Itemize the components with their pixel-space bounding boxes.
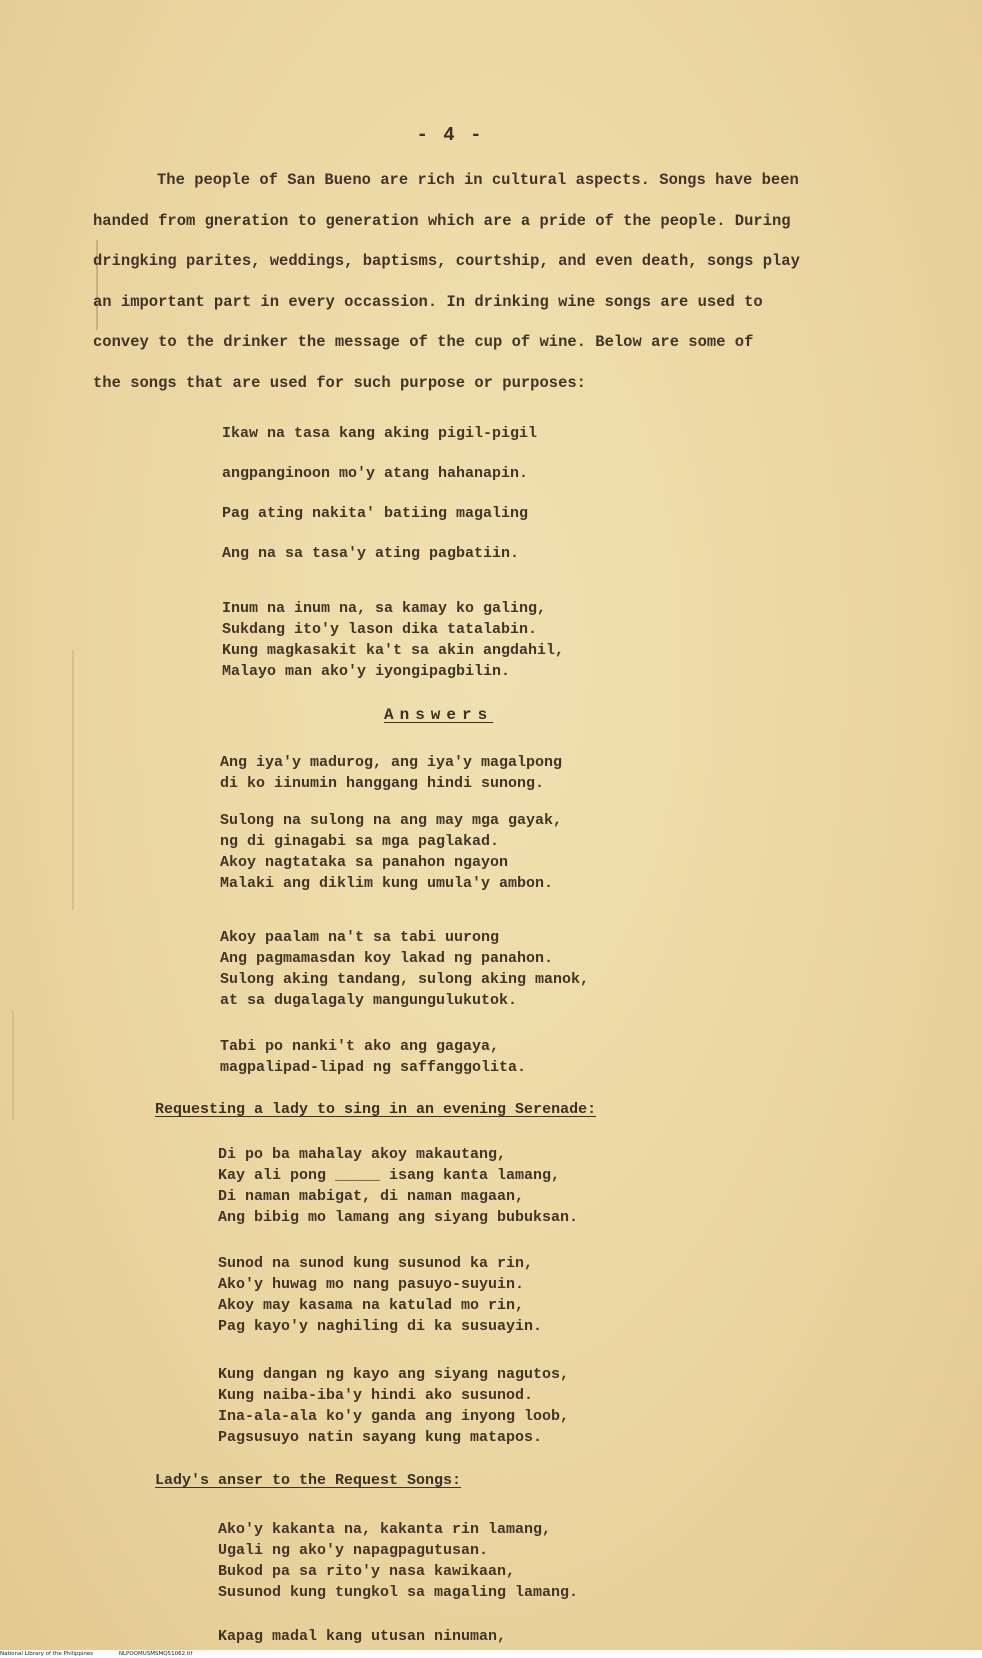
verse-line: Ina-ala-ala ko'y ganda ang inyong loob, bbox=[218, 1408, 570, 1425]
verse-line: Ang iya'y madurog, ang iya'y magalpong bbox=[220, 754, 563, 771]
answer-stanza-4 bbox=[220, 1036, 526, 1078]
verse-line: Ugali ng ako'y napagpagutusan. bbox=[218, 1542, 489, 1559]
verse-line: Tabi po nanki't ako ang gagaya, bbox=[220, 1038, 500, 1055]
verse-line: Malaki ang diklim kung umula'y ambon. bbox=[220, 875, 554, 892]
library-credit: National Library of the Philippines bbox=[0, 1651, 94, 1657]
answers-heading: Answers bbox=[384, 706, 494, 724]
verse-line: Bukod pa sa rito'y nasa kawikaan, bbox=[218, 1563, 516, 1580]
intro-line: handed from gneration to generation which are a pride of the people. During bbox=[93, 211, 791, 230]
verse-line: Sukdang ito'y lason dika tatalabin. bbox=[222, 621, 538, 638]
serenade-heading: Requesting a lady to sing in an evening Serenade: bbox=[155, 1101, 597, 1118]
verse-line: Sulong aking tandang, sulong aking manok, bbox=[220, 971, 590, 988]
answer-stanza-3 bbox=[220, 927, 589, 1011]
lady-answer-heading: Lady's anser to the Request Songs: bbox=[155, 1472, 462, 1489]
song-stanza-2 bbox=[222, 598, 564, 682]
song-stanza-1 bbox=[222, 414, 537, 574]
answer-stanza-1 bbox=[220, 752, 562, 794]
verse-line: Sunod na sunod kung susunod ka rin, bbox=[218, 1255, 534, 1272]
verse-line: Akoy nagtataka sa panahon ngayon bbox=[220, 854, 509, 871]
verse-line: Akoy paalam na't sa tabi uurong bbox=[220, 929, 500, 946]
serenade-stanza-3 bbox=[218, 1364, 569, 1448]
verse-line: Kay ali pong _____ isang kanta lamang, bbox=[218, 1167, 561, 1184]
verse-line: Pag kayo'y naghiling di ka susuayin. bbox=[218, 1318, 543, 1335]
verse-line: Ikaw na tasa kang aking pigil-pigil bbox=[222, 425, 538, 442]
verse-line: di ko iinumin hanggang hindi sunong. bbox=[220, 775, 545, 792]
verse-line: at sa dugalagaly mangungulukutok. bbox=[220, 992, 518, 1009]
intro-line: convey to the drinker the message of the cup of wine. Below are some of bbox=[93, 333, 754, 351]
verse-line: Ang bibig mo lamang ang siyang bubuksan. bbox=[218, 1209, 579, 1226]
margin-mark bbox=[12, 1010, 14, 1120]
verse-line: Di po ba mahalay akoy makautang, bbox=[218, 1146, 507, 1163]
serenade-stanza-2 bbox=[218, 1253, 542, 1337]
verse-line: Pagsusuyo natin sayang kung matapos. bbox=[218, 1429, 543, 1446]
serenade-stanza-1 bbox=[218, 1144, 578, 1228]
verse-line: magpalipad-lipad ng saffanggolita. bbox=[220, 1059, 527, 1076]
intro-line: The people of San Bueno are rich in cultural aspects. Songs have been bbox=[157, 171, 799, 189]
verse-line: Kung magkasakit ka't sa akin angdahil, bbox=[222, 642, 565, 659]
intro-line: an important part in every occassion. In drinking wine songs are used to bbox=[93, 292, 763, 311]
answer-stanza-2 bbox=[220, 810, 562, 894]
page-number: - 4 - bbox=[416, 124, 484, 146]
verse-line: Inum na inum na, sa kamay ko galing, bbox=[222, 600, 547, 617]
verse-line: Akoy may kasama na katulad mo rin, bbox=[218, 1297, 525, 1314]
verse-line: Sulong na sulong na ang may mga gayak, bbox=[220, 812, 563, 829]
verse-line: ng di ginagabi sa mga paglakad. bbox=[220, 833, 500, 850]
verse-line: Ang na sa tasa'y ating pagbatiin. bbox=[222, 545, 520, 562]
margin-mark bbox=[72, 650, 74, 910]
intro-line: dringking parites, weddings, baptisms, courtship, and even death, songs play bbox=[93, 252, 800, 270]
lady-stanza-1 bbox=[218, 1519, 578, 1603]
verse-line: Di naman mabigat, di naman magaan, bbox=[218, 1188, 525, 1205]
intro-line: the songs that are used for such purpose or purposes: bbox=[93, 373, 586, 392]
verse-line: Susunod kung tungkol sa magaling lamang. bbox=[218, 1584, 579, 1601]
verse-line: Kapag madal kang utusan ninuman, bbox=[218, 1628, 507, 1645]
verse-line: Ako'y kakanta na, kakanta rin lamang, bbox=[218, 1521, 552, 1538]
file-identifier: NLPOOMUSMSMQ51062.tif bbox=[118, 1651, 193, 1657]
verse-line: Ang pagmamasdan koy lakad ng panahon. bbox=[220, 950, 554, 967]
verse-line: Kung dangan ng kayo ang siyang nagutos, bbox=[218, 1366, 570, 1383]
verse-line: angpanginoon mo'y atang hahanapin. bbox=[222, 465, 529, 482]
verse-line: Pag ating nakita' batiing magaling bbox=[222, 505, 529, 522]
lady-stanza-2 bbox=[218, 1626, 506, 1647]
verse-line: Kung naiba-iba'y hindi ako susunod. bbox=[218, 1387, 534, 1404]
verse-line: Ako'y huwag mo nang pasuyo-suyuin. bbox=[218, 1276, 525, 1293]
verse-line: Malayo man ako'y iyongipagbilin. bbox=[222, 663, 511, 680]
scan-footer bbox=[0, 1650, 982, 1658]
intro-paragraph bbox=[93, 160, 923, 403]
